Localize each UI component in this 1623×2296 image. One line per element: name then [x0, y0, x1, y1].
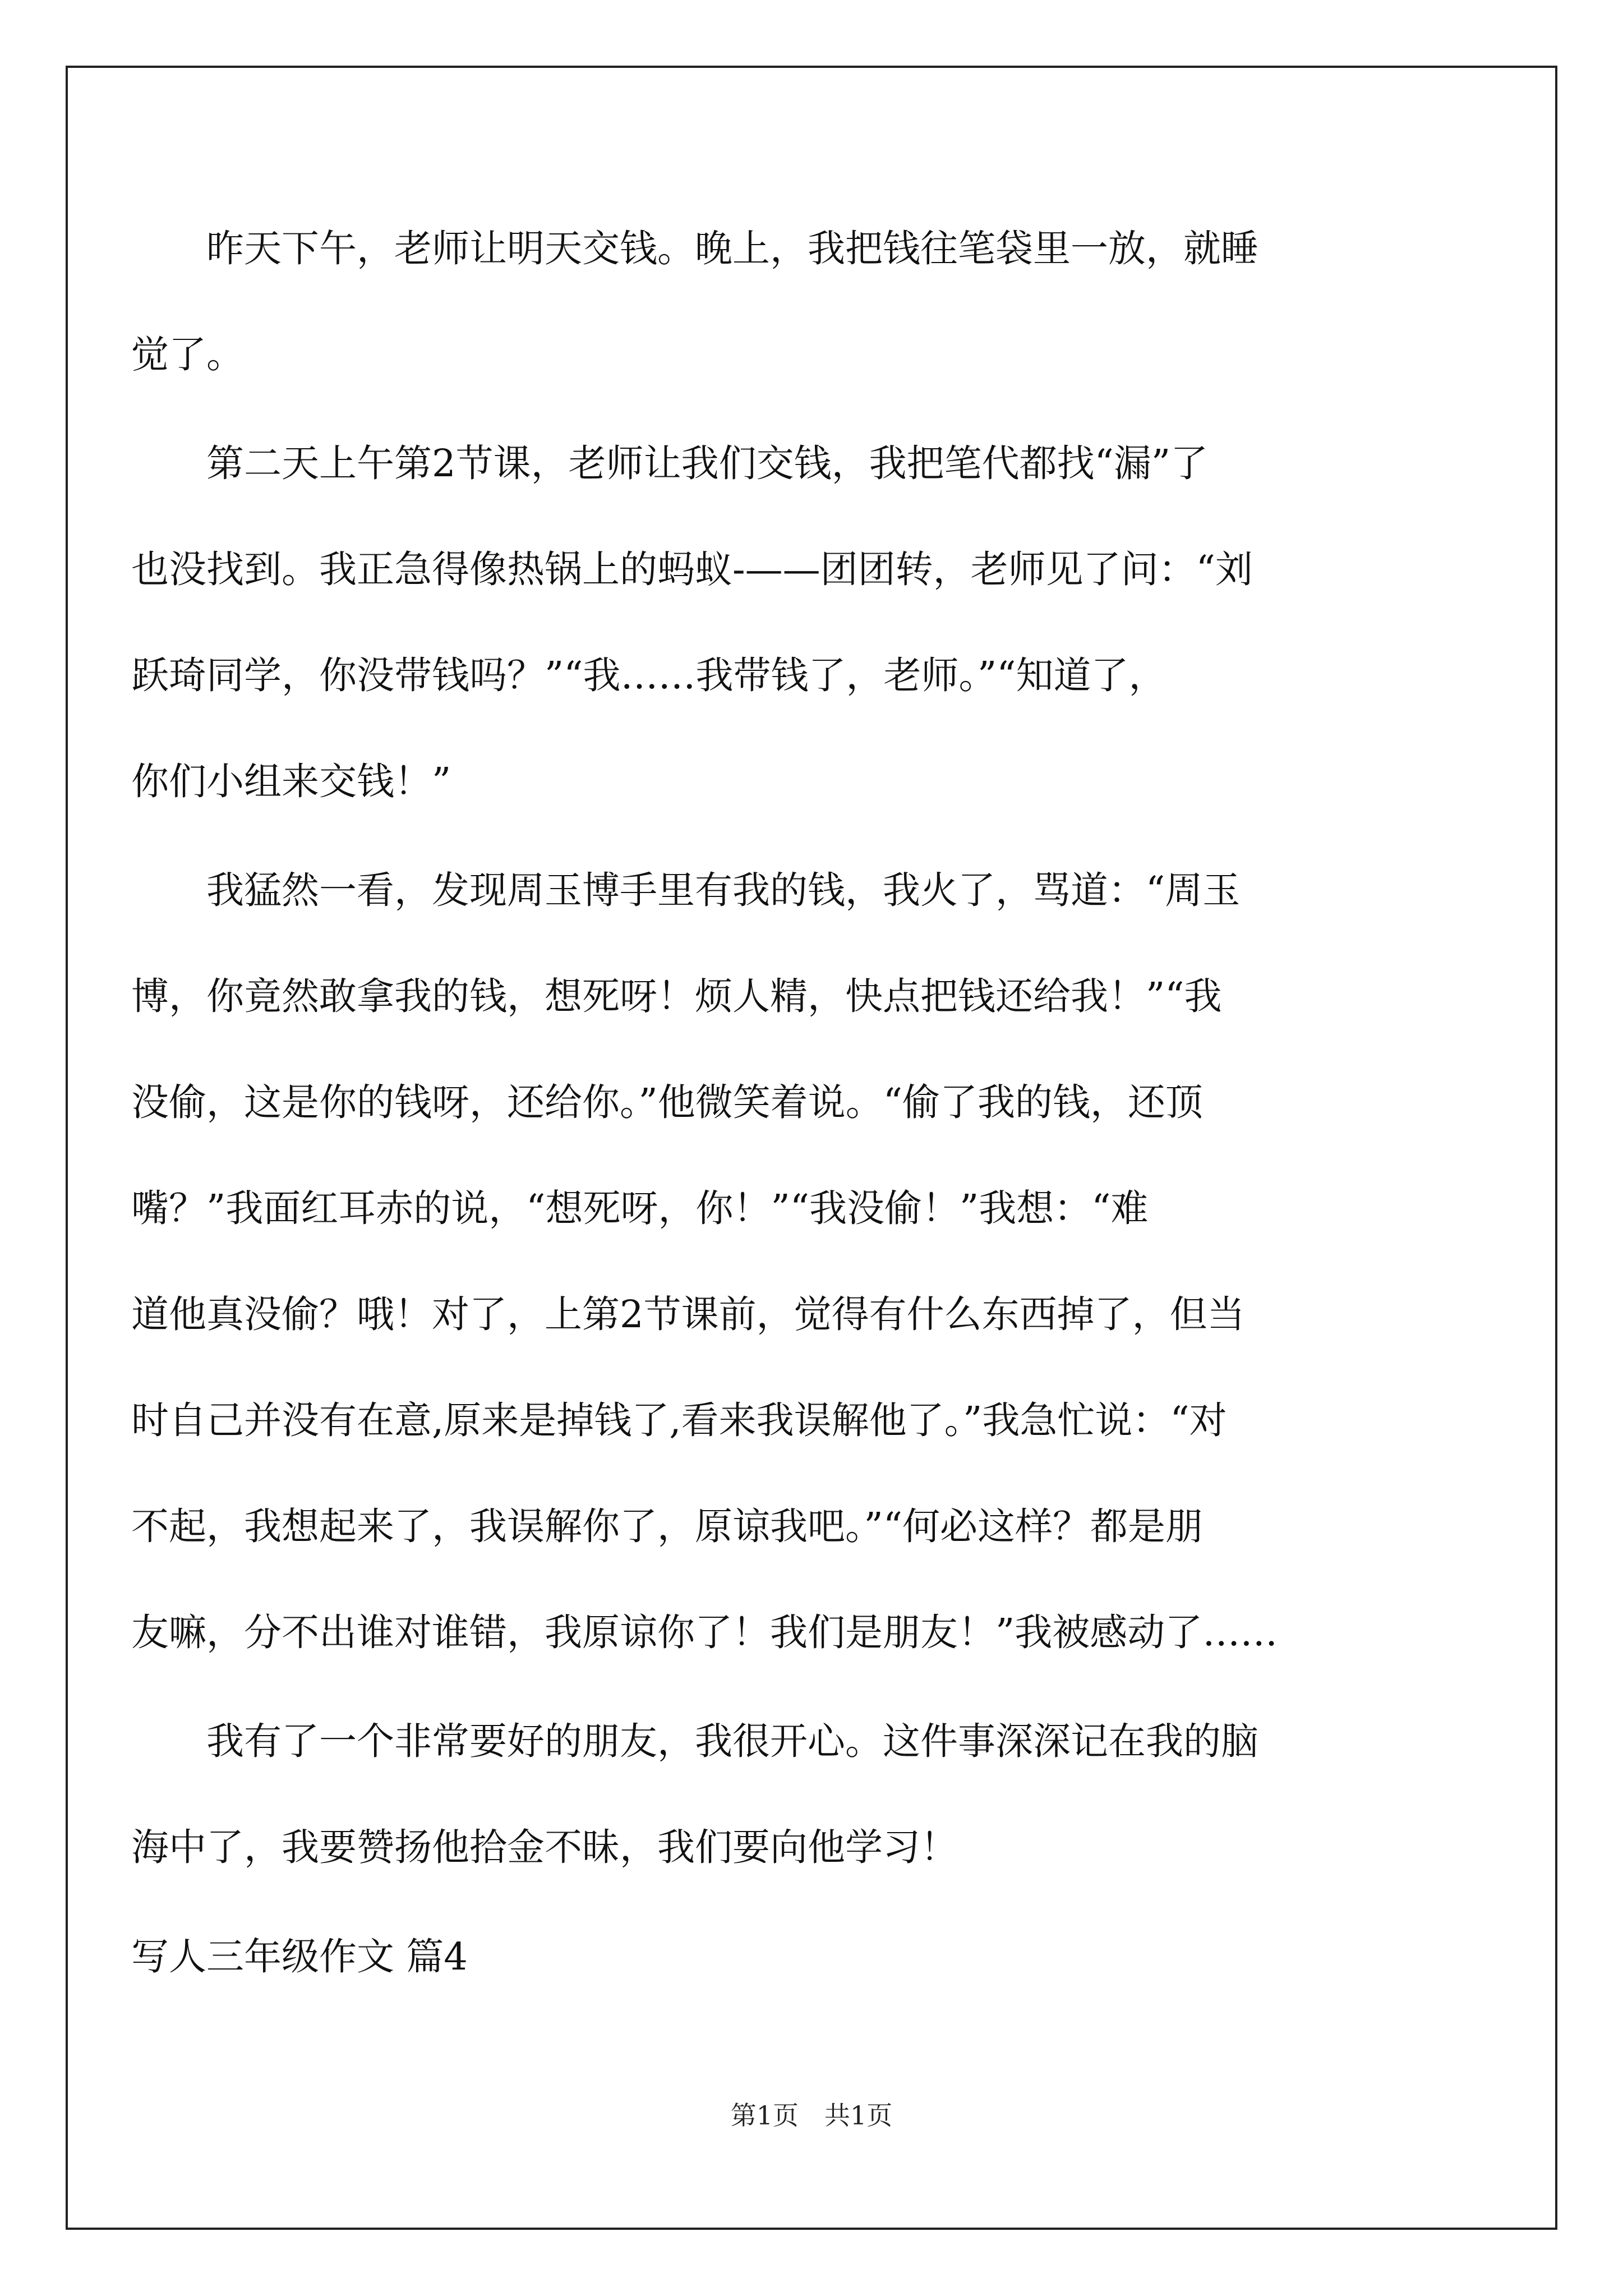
- text-line: 没偷，这是你的钱呀，还给你。”他微笑着说。“偷了我的钱，还顶: [131, 1080, 1204, 1124]
- text-line: 觉了。: [131, 333, 244, 376]
- page-border: [66, 66, 1557, 2230]
- text-line: 跃琦同学，你没带钱吗？”“我……我带钱了，老师。”“知道了，: [131, 654, 1166, 697]
- text-line: 我有了一个非常要好的朋友，我很开心。这件事深深记在我的脑: [131, 1719, 1258, 1763]
- text-line: 昨天下午，老师让明天交钱。晚上，我把钱往笔袋里一放，就睡: [131, 227, 1258, 270]
- text-line: 第二天上午第2节课，老师让我们交钱，我把笔代都找“漏”了: [131, 441, 1209, 485]
- text-line: 时自己并没有在意,原来是掉钱了,看来我误解他了。”我急忙说：“对: [131, 1398, 1227, 1442]
- section-heading: 写人三年级作文 篇4: [131, 1935, 468, 1978]
- text-line: 我猛然一看，发现周玉博手里有我的钱，我火了，骂道：“周玉: [131, 868, 1241, 912]
- text-line: 你们小组来交钱！”: [131, 760, 451, 803]
- text-line: 海中了，我要赞扬他拾金不昧，我们要向他学习！: [131, 1825, 958, 1869]
- text-line: 道他真没偷？哦！对了，上第2节课前，觉得有什么东西掉了，但当: [131, 1292, 1245, 1336]
- text-line: 也没找到。我正急得像热锅上的蚂蚁-——团团转，老师见了问：“刘: [131, 547, 1253, 591]
- text-line: 不起，我想起来了，我误解你了，原谅我吧。”“何必这样？都是朋: [131, 1504, 1204, 1548]
- page-footer: 第1页 共1页: [730, 2100, 893, 2131]
- text-line: 友嘛，分不出谁对谁错，我原谅你了！我们是朋友！”我被感动了……: [131, 1611, 1278, 1654]
- text-line: 博，你竟然敢拿我的钱，想死呀！烦人精，快点把钱还给我！”“我: [131, 974, 1222, 1018]
- text-line: 嘴？”我面红耳赤的说，“想死呀，你！”“我没偷！”我想：“难: [131, 1186, 1149, 1230]
